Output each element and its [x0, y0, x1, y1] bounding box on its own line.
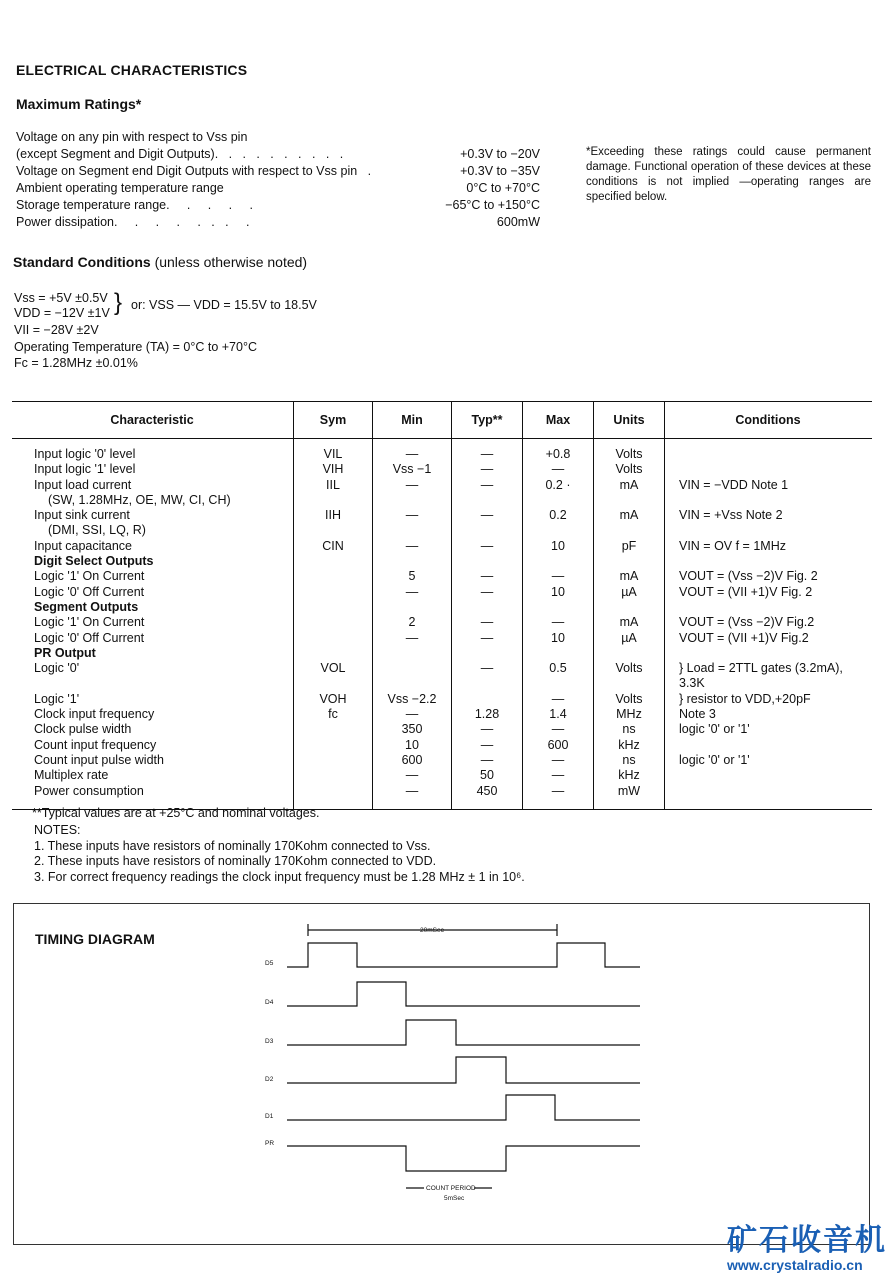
table-cell: 600	[373, 753, 452, 768]
table-cell: Logic '0' Off Current	[12, 585, 294, 600]
table-cell: —	[373, 707, 452, 722]
table-cell: Logic '1'	[12, 692, 294, 707]
table-cell: VOUT = (Vss −2)V Fig.2	[679, 615, 815, 630]
table-cell: —	[373, 631, 452, 646]
table-cell: Vss −1	[373, 462, 452, 477]
note-1: 1. These inputs have resistors of nominally 170Kohm connected to Vss.	[34, 838, 431, 853]
table-cell: (DMI, SSI, LQ, R)	[12, 523, 294, 538]
col-characteristic: Characteristic	[12, 402, 294, 439]
signal-label-pr: PR	[265, 1140, 275, 1147]
table-cell: —	[373, 508, 452, 523]
table-cell: —	[452, 478, 523, 493]
period-label: 20mSec	[420, 927, 444, 934]
table-cell: Volts	[594, 692, 665, 707]
section-title: ELECTRICAL CHARACTERISTICS	[16, 62, 248, 78]
table-cell: kHz	[594, 738, 665, 753]
table-cell: —	[452, 585, 523, 600]
table-cell: IIH	[294, 508, 373, 523]
table-cell: 350	[373, 722, 452, 737]
table-cell: Digit Select Outputs	[12, 554, 294, 569]
table-cell: Logic '1' On Current	[12, 615, 294, 630]
col-units: Units	[594, 402, 665, 439]
col-max: Max	[523, 402, 594, 439]
table-cell: —	[452, 439, 523, 463]
table-cell: VIN = OV f = 1MHz	[679, 538, 786, 553]
table-cell: —	[452, 569, 523, 584]
table-cell: Input logic '0' level	[12, 439, 294, 463]
signal-label-d2: D2	[265, 1076, 274, 1083]
signal-d5-wave	[287, 943, 640, 967]
max-rating-value: +0.3V to −35V	[460, 164, 540, 178]
table-cell: —	[452, 753, 523, 768]
table-cell: —	[452, 661, 523, 692]
table-cell: —	[373, 539, 452, 554]
table-cell: logic '0' or '1'	[679, 722, 750, 737]
brace: }	[114, 289, 123, 316]
table-cell: pF	[594, 539, 665, 554]
table-cell: Volts	[594, 439, 665, 463]
watermark-url: www.crystalradio.cn	[727, 1257, 863, 1273]
max-ratings-footnote: *Exceeding these ratings could cause permanent damage. Functional operation of these devices at these conditions is not implied —operating ranges are specified below.	[586, 146, 871, 203]
table-cell: } resistor to VDD,+20pF	[679, 691, 811, 706]
table-cell: 5	[373, 569, 452, 584]
table-cell: ns	[594, 753, 665, 768]
table-cell: Power consumption	[12, 784, 294, 810]
table-cell: CIN	[294, 539, 373, 554]
table-cell: 10	[373, 738, 452, 753]
table-cell: VOUT = (VII +1)V Fig. 2	[679, 584, 813, 599]
table-cell: 0.2 ·	[523, 478, 594, 493]
table-cell: mW	[594, 784, 665, 810]
table-cell: mA	[594, 508, 665, 523]
table-cell: Volts	[594, 462, 665, 477]
table-cell: Input load current	[12, 478, 294, 493]
table-cell: PR Output	[12, 646, 294, 661]
table-cell: µA	[594, 585, 665, 600]
col-conditions: Conditions	[665, 402, 873, 439]
table-cell: Clock pulse width	[12, 722, 294, 737]
table-cell: Input logic '1' level	[12, 462, 294, 477]
table-cell: Logic '1' On Current	[12, 569, 294, 584]
table-cell: Input capacitance	[12, 539, 294, 554]
max-rating-label: (except Segment and Digit Outputs). . . . . . . . . .	[16, 147, 344, 161]
table-cell: —	[523, 615, 594, 630]
col-sym: Sym	[294, 402, 373, 439]
cond-fc: Fc = 1.28MHz ±0.01%	[14, 356, 138, 370]
signal-d4-wave	[287, 982, 640, 1006]
table-cell: VIN = +Vss Note 2	[679, 508, 783, 523]
col-typ: Typ**	[452, 402, 523, 439]
standard-conditions-title: Standard Conditions (unless otherwise noted)	[13, 254, 308, 270]
signal-d1-wave	[287, 1095, 640, 1120]
cond-vii: VII = −28V ±2V	[14, 323, 99, 337]
col-min: Min	[373, 402, 452, 439]
table-cell: 450	[452, 784, 523, 810]
count-period-label: COUNT PERIOD	[426, 1185, 476, 1192]
table-cell: —	[523, 784, 594, 810]
max-rating-label: Voltage on any pin with respect to Vss pin	[16, 130, 248, 144]
max-ratings-title: Maximum Ratings*	[16, 96, 142, 112]
table-cell: —	[523, 753, 594, 768]
table-cell: Multiplex rate	[12, 768, 294, 783]
max-rating-label: Voltage on Segment end Digit Outputs with respect to Vss pin .	[16, 164, 372, 178]
table-cell: —	[373, 478, 452, 493]
table-cell: —	[452, 539, 523, 554]
table-cell: 10	[523, 585, 594, 600]
max-rating-label: Power dissipation. . . . . . . .	[16, 215, 250, 229]
table-cell: MHz	[594, 707, 665, 722]
table-cell: 50	[452, 768, 523, 783]
table-cell: VOL	[294, 661, 373, 692]
table-cell: Count input pulse width	[12, 753, 294, 768]
table-cell: —	[452, 508, 523, 523]
table-cell: Count input frequency	[12, 738, 294, 753]
table-cell: (SW, 1.28MHz, OE, MW, CI, CH)	[12, 493, 294, 508]
table-cell: —	[452, 722, 523, 737]
table-cell: —	[523, 722, 594, 737]
table-cell: —	[373, 585, 452, 600]
signal-label-d4: D4	[265, 999, 274, 1006]
table-cell: —	[452, 462, 523, 477]
table-cell: +0.8	[523, 439, 594, 463]
table-cell: mA	[594, 478, 665, 493]
table-cell: 2	[373, 615, 452, 630]
table-cell: —	[373, 784, 452, 810]
cond-temp: Operating Temperature (TA) = 0°C to +70°C	[14, 340, 257, 354]
max-rating-label: Storage temperature range. . . . .	[16, 198, 253, 212]
table-cell: —	[373, 439, 452, 463]
notes-heading-text: NOTES:	[34, 823, 81, 837]
note-2: 2. These inputs have resistors of nominally 170Kohm connected to VDD.	[34, 854, 437, 868]
table-cell: 0.2	[523, 508, 594, 523]
signal-d2-wave	[287, 1057, 640, 1083]
table-cell: Logic '0'	[12, 661, 294, 692]
table-cell: Note 3	[679, 707, 716, 722]
table-cell: VOUT = (Vss −2)V Fig. 2	[679, 569, 818, 584]
table-cell: 10	[523, 631, 594, 646]
signal-d3-wave	[287, 1020, 640, 1045]
max-rating-value: 600mW	[496, 215, 540, 229]
table-cell: VIH	[294, 462, 373, 477]
table-cell: µA	[594, 631, 665, 646]
table-cell: IIL	[294, 478, 373, 493]
watermark-logo-text: 矿石收音机	[727, 1224, 887, 1257]
table-cell: —	[452, 738, 523, 753]
table-cell: 1.28	[452, 707, 523, 722]
table-cell: 600	[523, 738, 594, 753]
note-3: 3. For correct frequency readings the clock input frequency must be 1.28 MHz ± 1 in 10⁶.	[34, 869, 525, 884]
signal-label-d1: D1	[265, 1113, 274, 1120]
table-cell: VIN = −VDD Note 1	[679, 477, 789, 492]
cond-vss: Vss = +5V ±0.5V	[14, 291, 108, 305]
table-cell: Segment Outputs	[12, 600, 294, 615]
table-cell: —	[452, 615, 523, 630]
table-cell: —	[373, 768, 452, 783]
max-rating-value: −65°C to +150°C	[445, 198, 540, 212]
table-cell: —	[523, 692, 594, 707]
table-cell: VIL	[294, 439, 373, 463]
table-cell: Clock input frequency	[12, 707, 294, 722]
table-cell: 0.5	[523, 661, 594, 692]
max-rating-label: Ambient operating temperature range	[16, 181, 224, 195]
max-rating-value: 0°C to +70°C	[466, 181, 540, 195]
table-cell: kHz	[594, 768, 665, 783]
table-cell: fc	[294, 707, 373, 722]
cond-vdd: VDD = −12V ±1V	[14, 306, 110, 320]
table-cell: VOUT = (VII +1)V Fig.2	[679, 630, 809, 645]
signal-label-d5: D5	[265, 960, 274, 967]
table-cell: } Load = 2TTL gates (3.2mA), 3.3K	[679, 661, 843, 691]
timing-diagram-title: TIMING DIAGRAM	[35, 931, 155, 947]
table-cell: 1.4	[523, 707, 594, 722]
count-period-value: 5mSec	[444, 1195, 465, 1202]
table-cell: ns	[594, 722, 665, 737]
max-rating-value: +0.3V to −20V	[460, 147, 540, 161]
table-cell: —	[452, 631, 523, 646]
table-cell: mA	[594, 615, 665, 630]
table-cell: Input sink current	[12, 508, 294, 523]
table-cell: —	[523, 768, 594, 783]
signal-pr-wave	[287, 1146, 640, 1171]
table-cell: Vss −2.2	[373, 692, 452, 707]
table-cell: —	[523, 569, 594, 584]
table-cell: Logic '0' Off Current	[12, 631, 294, 646]
typical-note: **Typical values are at +25°C and nominal voltages.	[32, 806, 320, 820]
table-cell: 10	[523, 539, 594, 554]
table-cell: —	[523, 462, 594, 477]
signal-label-d3: D3	[265, 1038, 274, 1045]
table-cell: Volts	[594, 661, 665, 692]
cond-or: or: VSS — VDD = 15.5V to 18.5V	[131, 298, 317, 312]
table-cell: VOH	[294, 692, 373, 707]
table-cell: logic '0' or '1'	[679, 752, 750, 767]
table-cell: mA	[594, 569, 665, 584]
